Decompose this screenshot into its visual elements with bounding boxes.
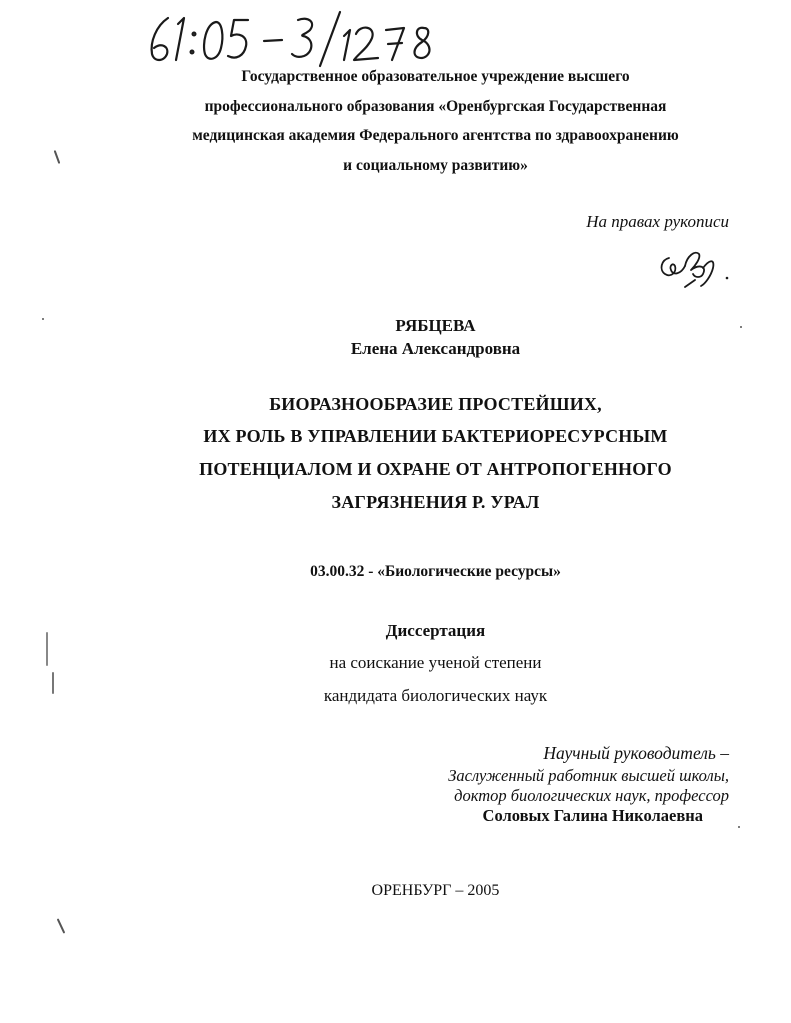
supervisor-title-line: доктор биологических наук, профессор	[454, 786, 729, 805]
institution-line: медицинская академия Федерального агентства по здравоохранению	[192, 127, 679, 144]
scan-speck	[738, 826, 740, 828]
institution-line: Государственное образовательное учреждение высшего	[241, 68, 630, 85]
handwritten-signature	[655, 244, 733, 288]
city-year: ОРЕНБУРГ – 2005	[371, 882, 500, 899]
handwritten-archive-number	[140, 8, 450, 68]
dissertation-heading: Диссертация	[385, 621, 486, 640]
author-given-names: Елена Александровна	[350, 339, 521, 358]
author-surname: РЯБЦЕВА	[395, 316, 476, 335]
scan-speck	[42, 318, 44, 320]
dissertation-title-line: ПОТЕНЦИАЛОМ И ОХРАНЕ ОТ АНТРОПОГЕННОГО	[199, 459, 672, 479]
supervisor-title-line: Заслуженный работник высшей школы,	[448, 766, 729, 785]
institution-line: профессионального образования «Оренбургская Государственная	[204, 98, 667, 115]
degree-line: на соискание ученой степени	[329, 653, 542, 672]
manuscript-rights-note: На правах рукописи	[586, 212, 729, 231]
dissertation-title-line: БИОРАЗНООБРАЗИЕ ПРОСТЕЙШИХ,	[269, 394, 602, 414]
scan-speck	[57, 918, 66, 933]
institution-line: и социальному развитию»	[343, 157, 528, 174]
dissertation-title-line: ЗАГРЯЗНЕНИЯ Р. УРАЛ	[331, 492, 540, 512]
supervisor-role: Научный руководитель –	[543, 743, 729, 763]
supervisor-name: Соловых Галина Николаевна	[482, 806, 703, 825]
degree-line: кандидата биологических наук	[323, 686, 548, 705]
specialty-code: 03.00.32 - «Биологические ресурсы»	[310, 563, 561, 580]
scan-speck	[52, 672, 54, 694]
scan-speck	[46, 632, 48, 666]
scan-speck	[740, 326, 742, 328]
dissertation-title-line: ИХ РОЛЬ В УПРАВЛЕНИИ БАКТЕРИОРЕСУРСНЫМ	[203, 426, 668, 446]
